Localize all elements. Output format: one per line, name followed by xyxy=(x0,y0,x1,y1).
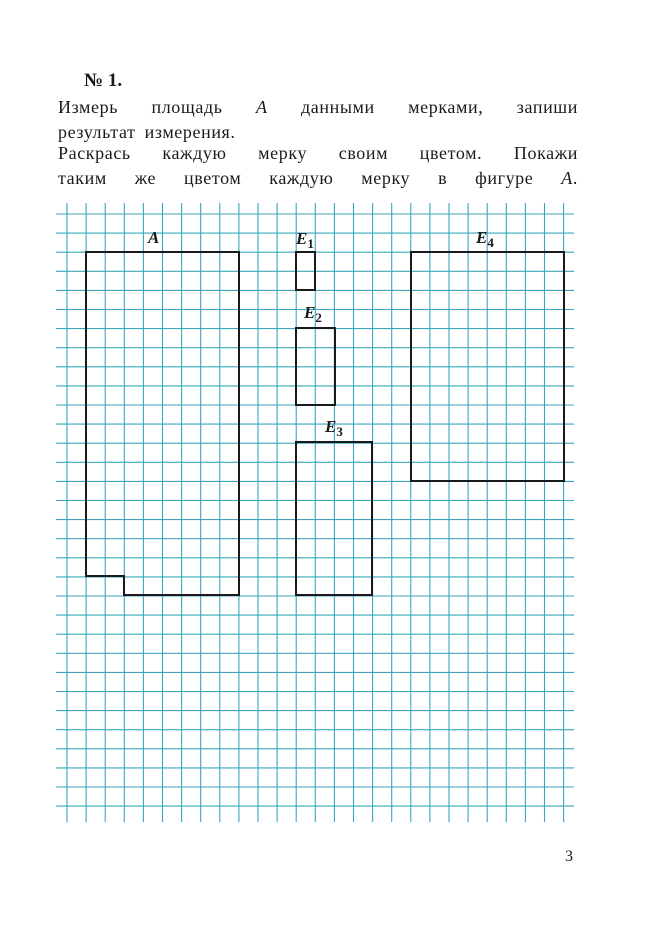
measure-e4-label: $E_4$ xyxy=(476,228,494,250)
measure-e3-label: $E_3$ xyxy=(325,417,343,439)
page-number: 3 xyxy=(565,848,573,865)
figure-a-label: A xyxy=(148,228,160,247)
measure-e1-label: $E_1$ xyxy=(296,229,314,251)
instruction-line-1: Измерь площадь A данными мерками, запиши xyxy=(58,97,578,117)
grid-lines xyxy=(56,203,574,822)
task-number: № 1. xyxy=(84,70,123,91)
measure-e2-label: $E_2$ xyxy=(304,303,322,325)
instruction-line-4: таким же цветом каждую мерку в фигуре A. xyxy=(58,168,578,188)
instruction-line-3: Раскрась каждую мерку своим цветом. Покажи xyxy=(58,143,578,163)
instruction-line-2: результат измерения. xyxy=(58,122,236,142)
